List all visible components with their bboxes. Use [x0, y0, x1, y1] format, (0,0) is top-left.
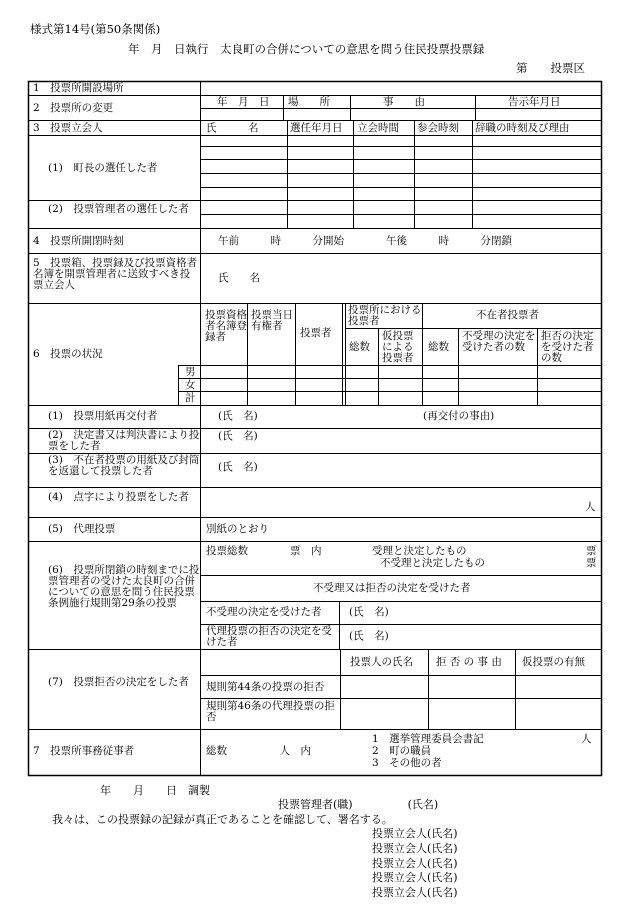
- witness-signature: 投票立会人(氏名): [372, 886, 458, 899]
- label-proxy-rejected: 代理投票の拒否の決定を受けた者: [206, 625, 332, 648]
- row-female: 女: [185, 379, 196, 391]
- col-notice-date: 告示年月日: [508, 96, 561, 108]
- col-place: 場 所: [288, 96, 330, 108]
- staff-unit: 人: [581, 733, 592, 745]
- manager-signature: 投票管理者(職) (氏名): [278, 798, 439, 811]
- row-total: 計: [185, 392, 196, 404]
- label-art44: 規則第44条の投票の拒否: [206, 681, 325, 693]
- col-attend-time: 立会時間: [357, 122, 399, 134]
- staff-total: 総数 人 内: [206, 745, 311, 757]
- article29-not-accepted: 不受理と決定したもの: [380, 557, 485, 569]
- staff-clerk: 1 選挙管理委員会書記: [372, 733, 484, 745]
- col-absentee: 不在者投票者: [476, 309, 539, 321]
- confirmation-statement: 我々は、この投票録の記録が真正であることを確認して、署名する。: [52, 813, 393, 826]
- reissued-reason: (再交付の事由): [423, 410, 495, 422]
- col-provisional: 仮投票による投票者: [382, 330, 414, 364]
- col-date: 年 月 日: [217, 96, 270, 108]
- row-male: 男: [185, 366, 196, 378]
- proxy-rejected-name: (氏 名): [349, 630, 389, 642]
- row-label-staff: 7 投票所事務従事者: [33, 745, 135, 757]
- witness-signature: 投票立会人(氏名): [372, 842, 458, 855]
- label-reissued: (1) 投票用紙再交付者: [48, 410, 158, 422]
- staff-other: 3 その他の者: [372, 757, 442, 769]
- article29-accepted: 受理と決定したもの: [372, 545, 467, 557]
- delivery-witness-name: 氏 名: [218, 272, 260, 284]
- label-braille: (4) 点字により投票をした者: [48, 491, 189, 503]
- row-label-polling-place: 1 投票所開設場所: [33, 82, 124, 94]
- col-total-absentee: 総数: [428, 341, 449, 353]
- col-appointed: 選任年月日: [290, 122, 343, 134]
- label-not-accepted: 不受理の決定を受けた者: [206, 606, 322, 618]
- label-manager-appointed: (2) 投票管理者の選任した者: [48, 203, 189, 215]
- label-art46: 規則第46条の代理投票の拒否: [206, 700, 335, 723]
- col-not-accepted: 不受理の決定を受けた者の数: [462, 330, 536, 353]
- col-entitled: 投票当日有権者: [251, 309, 293, 332]
- proxy-text: 別紙のとおり: [206, 523, 269, 535]
- not-accepted-name: (氏 名): [349, 606, 389, 618]
- form-number: 様式第14号(第50条関係): [30, 22, 161, 36]
- row-label-open-close: 4 投票所開閉時刻: [33, 235, 124, 247]
- label-court-decision: (2) 決定書又は判決書により投票をした者: [48, 429, 200, 452]
- label-refusal: (7) 投票拒否の決定をした者: [48, 676, 189, 688]
- col-rejected: 拒否の決定を受けた者の数: [541, 330, 594, 364]
- article29-unit-2: 票: [586, 557, 597, 569]
- col-voter-name: 投票人の氏名: [350, 656, 413, 668]
- col-total-polls: 総数: [349, 341, 370, 353]
- col-refusal-reason: 拒 否 の 事 由: [436, 656, 502, 668]
- label-article29: (6) 投票所閉鎖の時刻までに投票管理者の受けた太良町の合併についての意思を問う住民投票条例施行規則第29条の投票: [48, 564, 200, 609]
- col-resign: 辞職の時刻及び理由: [475, 122, 570, 134]
- witness-signature: 投票立会人(氏名): [372, 857, 458, 870]
- prepared-date: 年 月 日 調製: [100, 784, 210, 797]
- reissued-name: (氏 名): [218, 410, 258, 422]
- label-returned-absentee: (3) 不在者投票の用紙及び封筒を返還して投票した者: [48, 454, 200, 477]
- braille-unit: 人: [585, 501, 596, 513]
- staff-town: 2 町の職員: [372, 745, 432, 757]
- col-reason: 事 由: [383, 96, 425, 108]
- row-label-voting-status: 6 投票の状況: [33, 348, 103, 360]
- rejected-header: 不受理又は拒否の決定を受けた者: [313, 582, 471, 594]
- label-proxy: (5) 代理投票: [48, 523, 116, 535]
- article29-unit-1: 票: [586, 545, 597, 557]
- witness-signature: 投票立会人(氏名): [372, 827, 458, 840]
- district-label: 第 投票区: [516, 61, 585, 75]
- form-title: 年 月 日執行 太良町の合併についての意思を問う住民投票投票録: [128, 42, 485, 56]
- col-provisional-flag: 仮投票の有無: [522, 656, 585, 668]
- witness-signature: 投票立会人(氏名): [372, 871, 458, 884]
- col-voters: 投票者: [300, 327, 332, 339]
- row-label-delivery-witness: 5 投票箱、投票録及び投票資格者名簿を開票管理者に送致すべき投票立会人: [33, 257, 198, 291]
- open-close-times: 午前 時 分開始 午後 時 分閉鎖: [218, 235, 512, 247]
- col-name: 氏 名: [206, 122, 259, 134]
- row-label-witnesses: 3 投票立会人: [33, 122, 103, 134]
- col-registered: 投票資格者名簿登録者: [205, 309, 247, 343]
- col-at-polls: 投票所における投票者: [348, 304, 422, 327]
- court-decision-name: (氏 名): [218, 430, 258, 442]
- col-arrive-time: 参会時刻: [417, 122, 459, 134]
- article29-total: 投票総数 票 内: [206, 545, 322, 557]
- row-label-place-change: 2 投票所の変更: [33, 102, 114, 114]
- label-mayor-appointed: (1) 町長の選任した者: [48, 162, 158, 174]
- returned-absentee-name: (氏 名): [218, 461, 258, 473]
